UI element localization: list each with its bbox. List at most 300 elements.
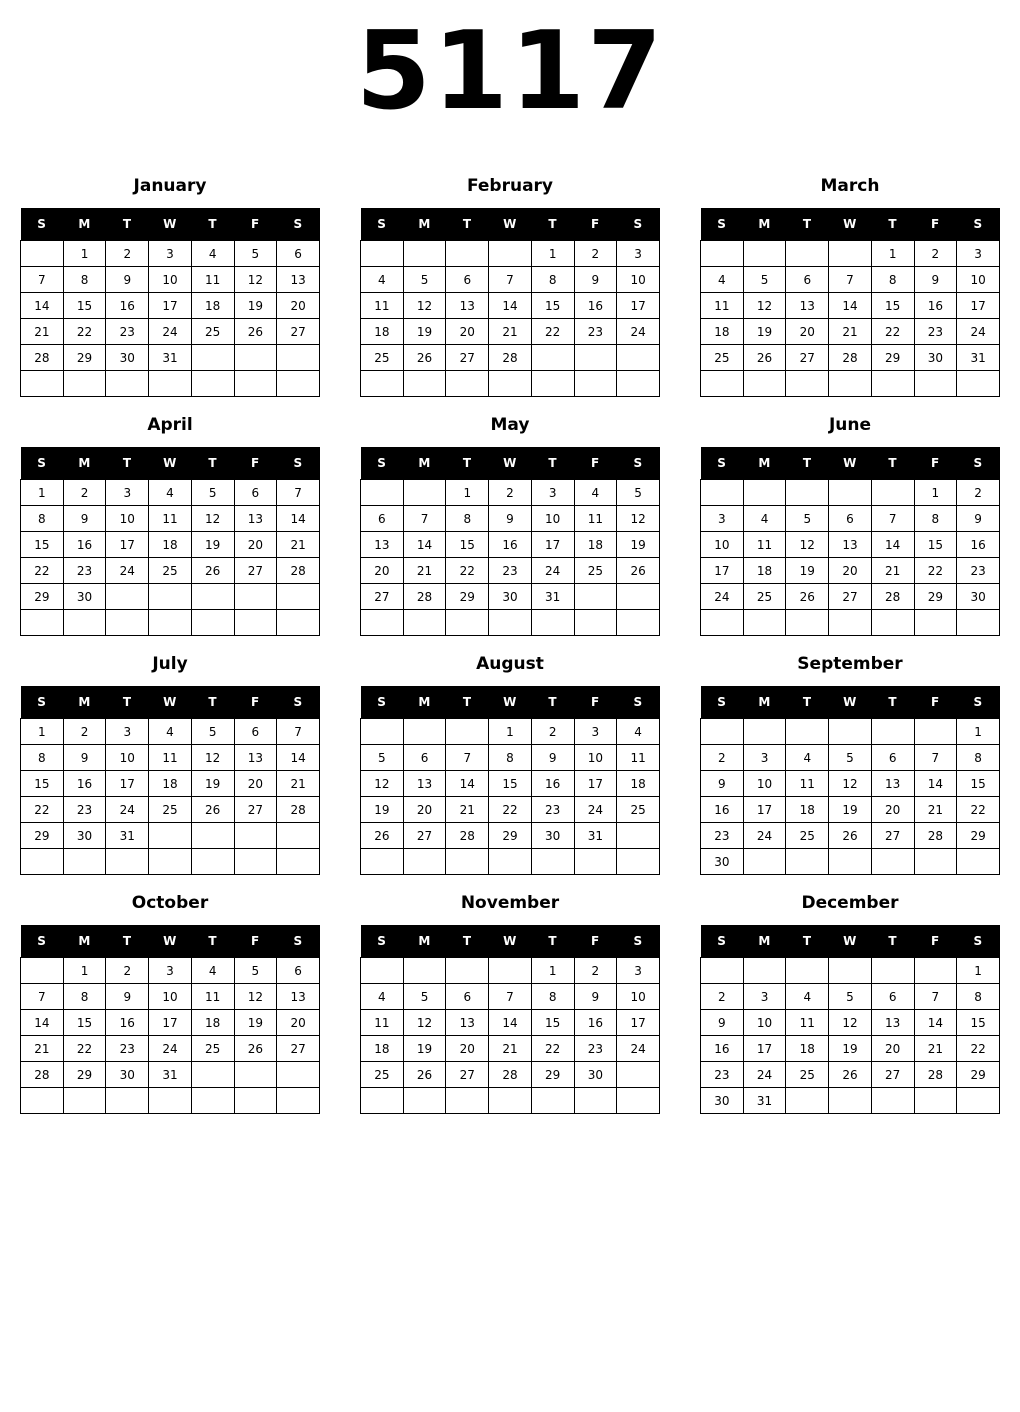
day-cell[interactable]: 27: [403, 823, 446, 849]
day-cell[interactable]: 18: [743, 558, 786, 584]
day-cell[interactable]: 25: [149, 558, 192, 584]
day-cell[interactable]: 3: [701, 506, 744, 532]
day-cell[interactable]: 4: [574, 480, 617, 506]
day-cell[interactable]: 12: [234, 267, 277, 293]
day-cell[interactable]: 10: [106, 506, 149, 532]
day-cell[interactable]: 26: [829, 1062, 872, 1088]
day-cell[interactable]: 1: [957, 719, 1000, 745]
day-cell[interactable]: 19: [829, 1036, 872, 1062]
day-cell[interactable]: 20: [234, 771, 277, 797]
day-cell[interactable]: 2: [701, 984, 744, 1010]
day-cell[interactable]: 7: [489, 984, 532, 1010]
day-cell[interactable]: 3: [743, 745, 786, 771]
day-cell[interactable]: 15: [957, 1010, 1000, 1036]
day-cell[interactable]: 25: [191, 1036, 234, 1062]
day-cell[interactable]: 3: [531, 480, 574, 506]
day-cell[interactable]: 5: [234, 241, 277, 267]
day-cell[interactable]: 11: [149, 506, 192, 532]
day-cell[interactable]: 12: [829, 1010, 872, 1036]
day-cell[interactable]: 2: [574, 958, 617, 984]
day-cell[interactable]: 13: [234, 506, 277, 532]
day-cell[interactable]: 12: [234, 984, 277, 1010]
day-cell[interactable]: 16: [574, 293, 617, 319]
day-cell[interactable]: 22: [63, 1036, 106, 1062]
day-cell[interactable]: 16: [63, 532, 106, 558]
day-cell[interactable]: 2: [914, 241, 957, 267]
day-cell[interactable]: 3: [106, 719, 149, 745]
day-cell[interactable]: 2: [63, 719, 106, 745]
day-cell[interactable]: 23: [574, 319, 617, 345]
day-cell[interactable]: 30: [701, 1088, 744, 1114]
day-cell[interactable]: 20: [277, 1010, 320, 1036]
day-cell[interactable]: 13: [786, 293, 829, 319]
day-cell[interactable]: 5: [403, 267, 446, 293]
day-cell[interactable]: 14: [21, 1010, 64, 1036]
day-cell[interactable]: 14: [446, 771, 489, 797]
day-cell[interactable]: 13: [446, 293, 489, 319]
day-cell[interactable]: 31: [106, 823, 149, 849]
day-cell[interactable]: 11: [574, 506, 617, 532]
day-cell[interactable]: 6: [786, 267, 829, 293]
day-cell[interactable]: 4: [786, 745, 829, 771]
day-cell[interactable]: 19: [361, 797, 404, 823]
day-cell[interactable]: 11: [786, 1010, 829, 1036]
day-cell[interactable]: 30: [63, 584, 106, 610]
day-cell[interactable]: 20: [277, 293, 320, 319]
day-cell[interactable]: 21: [21, 319, 64, 345]
day-cell[interactable]: 19: [191, 771, 234, 797]
day-cell[interactable]: 20: [234, 532, 277, 558]
day-cell[interactable]: 20: [829, 558, 872, 584]
day-cell[interactable]: 10: [743, 771, 786, 797]
day-cell[interactable]: 5: [403, 984, 446, 1010]
day-cell[interactable]: 17: [957, 293, 1000, 319]
day-cell[interactable]: 16: [701, 797, 744, 823]
day-cell[interactable]: 21: [489, 1036, 532, 1062]
day-cell[interactable]: 26: [191, 797, 234, 823]
day-cell[interactable]: 15: [63, 293, 106, 319]
day-cell[interactable]: 16: [489, 532, 532, 558]
day-cell[interactable]: 20: [446, 1036, 489, 1062]
day-cell[interactable]: 27: [871, 1062, 914, 1088]
day-cell[interactable]: 19: [234, 293, 277, 319]
day-cell[interactable]: 27: [277, 1036, 320, 1062]
day-cell[interactable]: 23: [489, 558, 532, 584]
day-cell[interactable]: 10: [617, 984, 660, 1010]
day-cell[interactable]: 28: [489, 345, 532, 371]
day-cell[interactable]: 8: [957, 984, 1000, 1010]
day-cell[interactable]: 4: [191, 241, 234, 267]
day-cell[interactable]: 7: [277, 480, 320, 506]
day-cell[interactable]: 29: [446, 584, 489, 610]
day-cell[interactable]: 1: [63, 241, 106, 267]
day-cell[interactable]: 29: [957, 823, 1000, 849]
day-cell[interactable]: 18: [361, 319, 404, 345]
day-cell[interactable]: 22: [957, 797, 1000, 823]
day-cell[interactable]: 14: [871, 532, 914, 558]
day-cell[interactable]: 17: [743, 797, 786, 823]
day-cell[interactable]: 17: [617, 293, 660, 319]
day-cell[interactable]: 1: [531, 958, 574, 984]
day-cell[interactable]: 13: [829, 532, 872, 558]
day-cell[interactable]: 22: [21, 797, 64, 823]
day-cell[interactable]: 24: [617, 1036, 660, 1062]
day-cell[interactable]: 6: [277, 958, 320, 984]
day-cell[interactable]: 9: [914, 267, 957, 293]
day-cell[interactable]: 27: [361, 584, 404, 610]
day-cell[interactable]: 30: [106, 345, 149, 371]
day-cell[interactable]: 20: [403, 797, 446, 823]
day-cell[interactable]: 9: [701, 1010, 744, 1036]
day-cell[interactable]: 10: [617, 267, 660, 293]
day-cell[interactable]: 6: [871, 745, 914, 771]
day-cell[interactable]: 25: [786, 823, 829, 849]
day-cell[interactable]: 18: [701, 319, 744, 345]
day-cell[interactable]: 21: [489, 319, 532, 345]
day-cell[interactable]: 10: [574, 745, 617, 771]
day-cell[interactable]: 3: [574, 719, 617, 745]
day-cell[interactable]: 1: [63, 958, 106, 984]
day-cell[interactable]: 19: [743, 319, 786, 345]
day-cell[interactable]: 26: [361, 823, 404, 849]
day-cell[interactable]: 5: [191, 480, 234, 506]
day-cell[interactable]: 8: [871, 267, 914, 293]
day-cell[interactable]: 11: [617, 745, 660, 771]
day-cell[interactable]: 11: [361, 293, 404, 319]
day-cell[interactable]: 11: [743, 532, 786, 558]
day-cell[interactable]: 21: [829, 319, 872, 345]
day-cell[interactable]: 9: [106, 267, 149, 293]
day-cell[interactable]: 3: [106, 480, 149, 506]
day-cell[interactable]: 4: [361, 267, 404, 293]
day-cell[interactable]: 28: [914, 823, 957, 849]
day-cell[interactable]: 24: [531, 558, 574, 584]
day-cell[interactable]: 8: [957, 745, 1000, 771]
day-cell[interactable]: 16: [106, 293, 149, 319]
day-cell[interactable]: 25: [191, 319, 234, 345]
day-cell[interactable]: 8: [531, 267, 574, 293]
day-cell[interactable]: 9: [63, 506, 106, 532]
day-cell[interactable]: 9: [957, 506, 1000, 532]
day-cell[interactable]: 17: [149, 1010, 192, 1036]
day-cell[interactable]: 14: [277, 745, 320, 771]
day-cell[interactable]: 12: [617, 506, 660, 532]
day-cell[interactable]: 25: [743, 584, 786, 610]
day-cell[interactable]: 10: [701, 532, 744, 558]
day-cell[interactable]: 2: [957, 480, 1000, 506]
day-cell[interactable]: 8: [914, 506, 957, 532]
day-cell[interactable]: 10: [531, 506, 574, 532]
day-cell[interactable]: 15: [63, 1010, 106, 1036]
day-cell[interactable]: 4: [191, 958, 234, 984]
day-cell[interactable]: 15: [21, 771, 64, 797]
day-cell[interactable]: 21: [277, 532, 320, 558]
day-cell[interactable]: 7: [914, 745, 957, 771]
day-cell[interactable]: 21: [914, 1036, 957, 1062]
day-cell[interactable]: 2: [63, 480, 106, 506]
day-cell[interactable]: 21: [403, 558, 446, 584]
day-cell[interactable]: 30: [106, 1062, 149, 1088]
day-cell[interactable]: 24: [106, 797, 149, 823]
day-cell[interactable]: 29: [63, 345, 106, 371]
day-cell[interactable]: 8: [446, 506, 489, 532]
day-cell[interactable]: 22: [446, 558, 489, 584]
day-cell[interactable]: 7: [871, 506, 914, 532]
day-cell[interactable]: 21: [914, 797, 957, 823]
day-cell[interactable]: 25: [361, 345, 404, 371]
day-cell[interactable]: 1: [446, 480, 489, 506]
day-cell[interactable]: 18: [617, 771, 660, 797]
day-cell[interactable]: 31: [957, 345, 1000, 371]
day-cell[interactable]: 24: [106, 558, 149, 584]
day-cell[interactable]: 29: [21, 584, 64, 610]
day-cell[interactable]: 12: [829, 771, 872, 797]
day-cell[interactable]: 14: [489, 293, 532, 319]
day-cell[interactable]: 26: [786, 584, 829, 610]
day-cell[interactable]: 4: [743, 506, 786, 532]
day-cell[interactable]: 5: [191, 719, 234, 745]
day-cell[interactable]: 8: [63, 984, 106, 1010]
day-cell[interactable]: 16: [63, 771, 106, 797]
day-cell[interactable]: 5: [829, 984, 872, 1010]
day-cell[interactable]: 14: [914, 771, 957, 797]
day-cell[interactable]: 2: [106, 241, 149, 267]
day-cell[interactable]: 1: [957, 958, 1000, 984]
day-cell[interactable]: 17: [106, 771, 149, 797]
day-cell[interactable]: 5: [361, 745, 404, 771]
day-cell[interactable]: 4: [617, 719, 660, 745]
day-cell[interactable]: 25: [361, 1062, 404, 1088]
day-cell[interactable]: 6: [871, 984, 914, 1010]
day-cell[interactable]: 15: [446, 532, 489, 558]
day-cell[interactable]: 3: [743, 984, 786, 1010]
day-cell[interactable]: 28: [914, 1062, 957, 1088]
day-cell[interactable]: 21: [277, 771, 320, 797]
day-cell[interactable]: 3: [617, 958, 660, 984]
day-cell[interactable]: 4: [786, 984, 829, 1010]
day-cell[interactable]: 18: [149, 771, 192, 797]
day-cell[interactable]: 28: [277, 797, 320, 823]
day-cell[interactable]: 30: [957, 584, 1000, 610]
day-cell[interactable]: 25: [617, 797, 660, 823]
day-cell[interactable]: 17: [617, 1010, 660, 1036]
day-cell[interactable]: 22: [531, 1036, 574, 1062]
day-cell[interactable]: 23: [106, 319, 149, 345]
day-cell[interactable]: 24: [149, 1036, 192, 1062]
day-cell[interactable]: 5: [743, 267, 786, 293]
day-cell[interactable]: 7: [914, 984, 957, 1010]
day-cell[interactable]: 21: [871, 558, 914, 584]
day-cell[interactable]: 15: [871, 293, 914, 319]
day-cell[interactable]: 1: [21, 480, 64, 506]
day-cell[interactable]: 29: [957, 1062, 1000, 1088]
day-cell[interactable]: 27: [446, 1062, 489, 1088]
day-cell[interactable]: 22: [63, 319, 106, 345]
day-cell[interactable]: 27: [446, 345, 489, 371]
day-cell[interactable]: 7: [489, 267, 532, 293]
day-cell[interactable]: 17: [531, 532, 574, 558]
day-cell[interactable]: 19: [617, 532, 660, 558]
day-cell[interactable]: 12: [403, 293, 446, 319]
day-cell[interactable]: 2: [701, 745, 744, 771]
day-cell[interactable]: 29: [914, 584, 957, 610]
day-cell[interactable]: 23: [574, 1036, 617, 1062]
day-cell[interactable]: 7: [829, 267, 872, 293]
day-cell[interactable]: 26: [743, 345, 786, 371]
day-cell[interactable]: 15: [489, 771, 532, 797]
day-cell[interactable]: 23: [63, 558, 106, 584]
day-cell[interactable]: 29: [489, 823, 532, 849]
day-cell[interactable]: 12: [743, 293, 786, 319]
day-cell[interactable]: 8: [489, 745, 532, 771]
day-cell[interactable]: 6: [403, 745, 446, 771]
day-cell[interactable]: 23: [531, 797, 574, 823]
day-cell[interactable]: 28: [21, 1062, 64, 1088]
day-cell[interactable]: 11: [361, 1010, 404, 1036]
day-cell[interactable]: 10: [743, 1010, 786, 1036]
day-cell[interactable]: 26: [234, 319, 277, 345]
day-cell[interactable]: 13: [277, 984, 320, 1010]
day-cell[interactable]: 6: [361, 506, 404, 532]
day-cell[interactable]: 2: [489, 480, 532, 506]
day-cell[interactable]: 16: [574, 1010, 617, 1036]
day-cell[interactable]: 10: [149, 984, 192, 1010]
day-cell[interactable]: 23: [701, 1062, 744, 1088]
day-cell[interactable]: 28: [277, 558, 320, 584]
day-cell[interactable]: 17: [701, 558, 744, 584]
day-cell[interactable]: 7: [403, 506, 446, 532]
day-cell[interactable]: 20: [871, 797, 914, 823]
day-cell[interactable]: 12: [191, 745, 234, 771]
day-cell[interactable]: 28: [871, 584, 914, 610]
day-cell[interactable]: 9: [489, 506, 532, 532]
day-cell[interactable]: 20: [786, 319, 829, 345]
day-cell[interactable]: 6: [446, 267, 489, 293]
day-cell[interactable]: 1: [489, 719, 532, 745]
day-cell[interactable]: 17: [149, 293, 192, 319]
day-cell[interactable]: 1: [871, 241, 914, 267]
day-cell[interactable]: 4: [149, 719, 192, 745]
day-cell[interactable]: 14: [489, 1010, 532, 1036]
day-cell[interactable]: 17: [743, 1036, 786, 1062]
day-cell[interactable]: 13: [871, 771, 914, 797]
day-cell[interactable]: 6: [234, 719, 277, 745]
day-cell[interactable]: 15: [531, 293, 574, 319]
day-cell[interactable]: 22: [489, 797, 532, 823]
day-cell[interactable]: 11: [191, 984, 234, 1010]
day-cell[interactable]: 12: [191, 506, 234, 532]
day-cell[interactable]: 26: [234, 1036, 277, 1062]
day-cell[interactable]: 6: [277, 241, 320, 267]
day-cell[interactable]: 12: [786, 532, 829, 558]
day-cell[interactable]: 18: [191, 293, 234, 319]
day-cell[interactable]: 30: [531, 823, 574, 849]
day-cell[interactable]: 27: [829, 584, 872, 610]
day-cell[interactable]: 22: [871, 319, 914, 345]
day-cell[interactable]: 26: [403, 1062, 446, 1088]
day-cell[interactable]: 25: [149, 797, 192, 823]
day-cell[interactable]: 17: [574, 771, 617, 797]
day-cell[interactable]: 28: [21, 345, 64, 371]
day-cell[interactable]: 27: [277, 319, 320, 345]
day-cell[interactable]: 16: [106, 1010, 149, 1036]
day-cell[interactable]: 24: [957, 319, 1000, 345]
day-cell[interactable]: 7: [21, 984, 64, 1010]
day-cell[interactable]: 20: [871, 1036, 914, 1062]
day-cell[interactable]: 24: [617, 319, 660, 345]
day-cell[interactable]: 8: [531, 984, 574, 1010]
day-cell[interactable]: 31: [743, 1088, 786, 1114]
day-cell[interactable]: 8: [21, 506, 64, 532]
day-cell[interactable]: 30: [63, 823, 106, 849]
day-cell[interactable]: 4: [149, 480, 192, 506]
day-cell[interactable]: 3: [957, 241, 1000, 267]
day-cell[interactable]: 23: [701, 823, 744, 849]
day-cell[interactable]: 15: [21, 532, 64, 558]
day-cell[interactable]: 13: [277, 267, 320, 293]
day-cell[interactable]: 22: [531, 319, 574, 345]
day-cell[interactable]: 14: [403, 532, 446, 558]
day-cell[interactable]: 24: [743, 1062, 786, 1088]
day-cell[interactable]: 6: [234, 480, 277, 506]
day-cell[interactable]: 25: [701, 345, 744, 371]
day-cell[interactable]: 20: [446, 319, 489, 345]
day-cell[interactable]: 13: [361, 532, 404, 558]
day-cell[interactable]: 14: [829, 293, 872, 319]
day-cell[interactable]: 3: [149, 241, 192, 267]
day-cell[interactable]: 25: [786, 1062, 829, 1088]
day-cell[interactable]: 28: [403, 584, 446, 610]
day-cell[interactable]: 13: [871, 1010, 914, 1036]
day-cell[interactable]: 2: [574, 241, 617, 267]
day-cell[interactable]: 9: [574, 267, 617, 293]
day-cell[interactable]: 2: [106, 958, 149, 984]
day-cell[interactable]: 29: [21, 823, 64, 849]
day-cell[interactable]: 15: [914, 532, 957, 558]
day-cell[interactable]: 5: [829, 745, 872, 771]
day-cell[interactable]: 29: [531, 1062, 574, 1088]
day-cell[interactable]: 18: [574, 532, 617, 558]
day-cell[interactable]: 22: [957, 1036, 1000, 1062]
day-cell[interactable]: 27: [871, 823, 914, 849]
day-cell[interactable]: 19: [234, 1010, 277, 1036]
day-cell[interactable]: 26: [403, 345, 446, 371]
day-cell[interactable]: 7: [277, 719, 320, 745]
day-cell[interactable]: 16: [701, 1036, 744, 1062]
day-cell[interactable]: 22: [21, 558, 64, 584]
day-cell[interactable]: 13: [403, 771, 446, 797]
day-cell[interactable]: 19: [786, 558, 829, 584]
day-cell[interactable]: 23: [957, 558, 1000, 584]
day-cell[interactable]: 5: [786, 506, 829, 532]
day-cell[interactable]: 8: [21, 745, 64, 771]
day-cell[interactable]: 16: [531, 771, 574, 797]
day-cell[interactable]: 23: [914, 319, 957, 345]
day-cell[interactable]: 19: [829, 797, 872, 823]
day-cell[interactable]: 27: [234, 797, 277, 823]
day-cell[interactable]: 24: [743, 823, 786, 849]
day-cell[interactable]: 9: [106, 984, 149, 1010]
day-cell[interactable]: 6: [829, 506, 872, 532]
day-cell[interactable]: 8: [63, 267, 106, 293]
day-cell[interactable]: 9: [531, 745, 574, 771]
day-cell[interactable]: 30: [489, 584, 532, 610]
day-cell[interactable]: 3: [149, 958, 192, 984]
day-cell[interactable]: 21: [446, 797, 489, 823]
day-cell[interactable]: 11: [786, 771, 829, 797]
day-cell[interactable]: 31: [149, 345, 192, 371]
day-cell[interactable]: 10: [957, 267, 1000, 293]
